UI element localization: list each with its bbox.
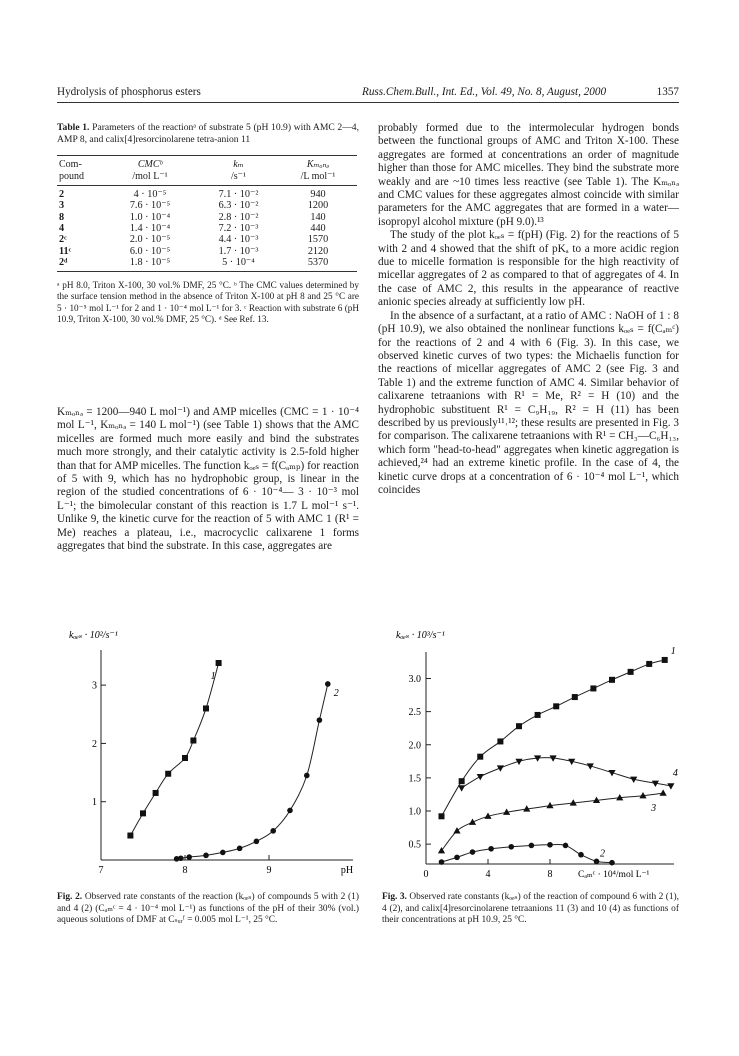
table-cell: 940 — [310, 189, 326, 201]
compound-cell: 4 — [59, 223, 65, 235]
y-tick-label: 1.0 — [408, 806, 421, 818]
table-header-text: /s⁻¹ — [231, 170, 246, 182]
header-rule — [57, 102, 679, 103]
table-cell: 1570 — [307, 234, 329, 246]
page-number: 1357 — [656, 86, 679, 98]
data-point-circle — [186, 854, 192, 860]
table-row — [57, 223, 357, 234]
table-block — [57, 122, 359, 325]
data-point-circle — [547, 842, 553, 848]
left-paragraph: Kₘₒₙₔ = 1200—940 L mol⁻¹) and AMP micelles (CMC = 1 · 10⁻⁴ mol L⁻¹, Kₘₒₙₔ = 140 L mol⁻¹) (see Table 1) shows that the AMC micelles are formed much more easily and bind the substrates much more strongly, and their catalytic activity is 2.5-fold higher than that for AMP micelles. The function kₒₑₛ = f(Cₐₘₚ) for reaction of 5 with 9, which has no hydrophobic group, is linear in the region of the studied concentrations of 6 · 10⁻⁴— 3 · 10⁻³ mol L⁻¹; the bimolecular constant of this reaction is 1.7 L mol⁻¹ s⁻¹. Unlike 9, the kinetic curve for the reaction of 5 with AMC 1 (R¹ = Me) reaches a plateau, i.e., macrocyclic calixarene 1 forms aggregates that bind the substrate. In this case, aggregates are — [57, 406, 359, 553]
data-point-square — [609, 677, 615, 683]
fig3-caption-text: Observed rate constants (kₒₑₛ) of the reaction of compound 6 with 2 (1), 4 (2), and calix[4]resorcinolarene tetraanions 11 (3) and 10 (4) as functions of their concentrations at pH 10.9, 25 °C. — [382, 892, 680, 925]
data-point-square — [553, 703, 559, 709]
data-point-circle — [304, 773, 310, 779]
table-header-cell — [198, 156, 279, 186]
x-tick-label: 0 — [423, 869, 429, 880]
table-header-text: Kₘₒₙₔ — [306, 159, 330, 171]
compound-cell: 11ᶜ — [59, 245, 72, 257]
table-cell: 1200 — [307, 200, 329, 212]
series-label: 2 — [333, 687, 339, 699]
header-journal: Russ.Chem.Bull., Int. Ed., Vol. 49, No. 8, August, 2000 — [362, 86, 607, 98]
data-point-circle — [470, 849, 476, 855]
x-tick-label: 8 — [182, 865, 188, 876]
data-point-circle — [254, 839, 260, 845]
data-point-square — [127, 833, 133, 839]
figure-2-chart — [57, 628, 367, 888]
data-point-circle — [578, 852, 584, 858]
x-tick-label: 4 — [485, 869, 491, 880]
fig3-ylabel: kₒₑₛ · 10³/s⁻¹ — [396, 630, 445, 641]
y-tick-label: 1.5 — [408, 773, 421, 785]
table-cell: 4 · 10⁻⁵ — [133, 189, 167, 201]
table-header-row — [57, 156, 357, 186]
series-label: 1 — [210, 670, 216, 682]
data-point-square — [497, 738, 503, 744]
table-caption — [57, 122, 359, 145]
table-row — [57, 257, 357, 272]
series-line-4 — [462, 758, 671, 788]
table-row — [57, 200, 357, 211]
series-line-2 — [177, 684, 328, 859]
table-cell: 6.0 · 10⁻⁵ — [129, 245, 171, 257]
table-caption-text: Parameters of the reactionᵃ of substrate 5 (pH 10.9) with AMC 2—4, AMP 8, and calix[4]resorcinolarene tetra-anion 11 — [57, 122, 360, 145]
data-point-circle — [563, 843, 569, 849]
x-tick-label: 8 — [547, 869, 553, 880]
table-cell: 440 — [310, 223, 326, 235]
data-point-circle — [508, 844, 514, 850]
y-tick-label: 3 — [92, 680, 97, 692]
data-point-circle — [203, 853, 209, 859]
data-point-circle — [317, 717, 323, 723]
table-cell: 1.8 · 10⁻⁵ — [102, 257, 198, 272]
series-line-3 — [442, 793, 664, 851]
table-cell: 2.0 · 10⁻⁵ — [129, 234, 171, 246]
data-point-square — [572, 694, 578, 700]
series-label: 4 — [672, 767, 678, 779]
table-cell: 7.1 · 10⁻² — [218, 189, 259, 201]
data-point-triangle-up — [469, 818, 476, 824]
table-cell: 1.4 · 10⁻⁴ — [129, 223, 171, 235]
data-point-square — [535, 712, 541, 718]
table-header-text: pound — [59, 170, 84, 182]
table-cell: 1.0 · 10⁻⁴ — [129, 211, 171, 223]
data-point-circle — [439, 859, 445, 865]
figure-2-caption — [57, 892, 359, 927]
parameters-table — [57, 155, 357, 272]
right-paragraph-1: probably formed due to the intermolecular hydrogen bonds between the functional groups of AMC and Triton X-100. These aggregates are formed at concentrations an order of magnitude higher than those for AMC micelles. They bind the substrate more weakly and are ~10 times less reactive (see Table 1). The Kₘₒₙₔ and CMC values for these aggregates almost coincide with similar parameters for the AMC aggregates that are formed in a water—isopropyl alcohol mixture (pH 9.0).¹³ — [378, 122, 679, 228]
running-header — [57, 86, 679, 106]
left-body-text — [57, 406, 359, 553]
data-point-circle — [178, 855, 184, 861]
data-point-circle — [454, 855, 460, 861]
table-cell: 4.4 · 10⁻³ — [218, 234, 259, 246]
data-point-circle — [529, 843, 535, 849]
table-cell: 7.6 · 10⁻⁵ — [129, 200, 171, 212]
data-point-square — [646, 661, 652, 667]
table-header-text: CMCᵇ — [137, 159, 163, 171]
series-line-1 — [442, 660, 665, 816]
figure-3-caption — [382, 892, 679, 927]
table-header-cell — [102, 156, 198, 186]
fig3-caption-label: Fig. 3. — [382, 892, 407, 902]
table-body — [57, 186, 357, 272]
data-point-circle — [270, 828, 276, 834]
data-point-circle — [237, 846, 243, 852]
data-point-square — [439, 813, 445, 819]
fig2-caption-label: Fig. 2. — [57, 892, 83, 902]
data-point-square — [477, 754, 483, 760]
fig2-caption-text: Observed rate constants of the reaction (kₒₑₛ) of compounds 5 with 2 (1) and 4 (2) (Cₐₘᶜ = 4 · 10⁻⁴ mol L⁻¹) as functions of the pH of their 30% (vol.) aqueous solutions of DMF at Cₛᵤᵣᶠ = 0.005 mol L⁻¹, 25 °C. — [57, 892, 359, 925]
table-row — [57, 212, 357, 223]
series-line-2 — [442, 844, 613, 862]
data-point-circle — [220, 850, 226, 856]
data-point-circle — [325, 681, 331, 687]
data-point-square — [516, 723, 522, 729]
data-point-triangle-down — [477, 774, 484, 780]
data-point-circle — [609, 860, 615, 866]
table-cell: 5370 — [279, 257, 357, 272]
y-tick-label: 0.5 — [408, 839, 421, 851]
table-footnote: ᵃ pH 8.0, Triton X-100, 30 vol.% DMF, 25 °C. ᵇ The CMC values determined by the surface tension method in the absence of Triton X-100 at pH 8 and 25 °C are 5 · 10⁻⁵ mol L⁻¹ for 2 and 1 · 10⁻⁴ mol L⁻¹ for 3. ᶜ Reaction with substrate 6 (pH 10.9, Triton X-100, 30 vol.% DMF, 25 °C). ᵈ See Ref. 13. — [57, 280, 359, 324]
data-point-square — [203, 705, 209, 711]
compound-cell: 2 — [59, 189, 65, 201]
data-point-square — [216, 660, 222, 666]
data-point-square — [590, 685, 596, 691]
table-cell: 6.3 · 10⁻² — [218, 200, 259, 212]
y-tick-label: 2 — [92, 738, 97, 750]
table-cell: 2120 — [307, 245, 329, 257]
header-title: Hydrolysis of phosphorus esters — [57, 86, 201, 98]
fig2-ylabel: kₒₑₛ · 10²/s⁻¹ — [69, 630, 118, 641]
table-row — [57, 234, 357, 245]
data-point-square — [182, 755, 188, 761]
x-axis-label: pH — [340, 865, 354, 876]
data-point-square — [662, 657, 668, 663]
table-header-cell — [279, 156, 357, 186]
y-tick-label: 2.5 — [408, 707, 421, 719]
table-row — [57, 186, 357, 201]
compound-cell: 2ᵈ — [57, 257, 102, 272]
figure-3-chart — [382, 628, 682, 888]
y-tick-label: 1 — [92, 797, 97, 809]
table-header-cell — [57, 156, 102, 186]
data-point-circle — [287, 808, 293, 814]
compound-cell: 3 — [59, 200, 65, 212]
data-point-triangle-down — [458, 785, 465, 791]
right-paragraph-3: In the absence of a surfactant, at a ratio of AMC : NaOH of 1 : 8 (pH 10.9), we also obtained the nonlinear functions kₒₑₛ = f(Cₐₘᶜ) for the reactions of 2 and 4 with 6 (Fig. 3). In this case, we observed kinetic curves of two types: the Michaelis function for the reactions of micellar aggregates of AMC 2 (see Fig. 3 and Table 1) and the extreme function of AMC 4. Similar behavior of calixarene tetraanions with R¹ = Me, R² = H (10) and the hydrophobic substituent R¹ = C₉H₁₉, R² = H (11) has been described by us previously¹¹˒¹²; these results are presented in Fig. 3 for comparison. The calixarene tetraanions with R¹ = CH₃—C₆H₁₃, which form "head-to-head" aggregates when kinetic aggregation is achieved,²⁴ had an extreme kinetic profile. In the case of 4, the kinetic curve drops at a concentration of 6 · 10⁻⁴ mol L⁻¹, which coincides — [378, 309, 679, 496]
data-point-square — [140, 810, 146, 816]
x-tick-label: 9 — [266, 865, 272, 876]
data-point-triangle-up — [453, 827, 460, 833]
x-tick-label: 7 — [98, 865, 104, 876]
table-cell: 7.2 · 10⁻³ — [218, 223, 259, 235]
table-cell: 2.8 · 10⁻² — [218, 211, 259, 223]
table-header-text: /L mol⁻¹ — [300, 170, 336, 182]
data-point-circle — [488, 846, 494, 852]
compound-cell: 2ᶜ — [59, 234, 67, 246]
series-label: 3 — [651, 803, 657, 815]
right-paragraph-2: The study of the plot kₒₑₛ = f(pH) (Fig. 2) for the reactions of 5 with 2 and 4 showed that the shift of pKₐ to a more acidic region due to micelle formation is responsible for the high reactivity of micellar aggregates of 2 as compared to that of aggregates of 4. In the case of AMC 2, this results in the appearance of reactive anionic species already at sufficiently low pH. — [378, 229, 679, 309]
table-cell: 1.7 · 10⁻³ — [218, 245, 259, 257]
data-point-square — [628, 669, 634, 675]
table-header-text: Com- — [59, 159, 82, 171]
series-line-1 — [130, 663, 218, 836]
data-point-square — [459, 778, 465, 784]
table-cell: 140 — [310, 211, 326, 223]
data-point-triangle-up — [660, 789, 667, 795]
table-row — [57, 246, 357, 257]
fig3-xlabel: Cₐₘᶜ · 10⁴/mol L⁻¹ — [578, 870, 650, 880]
table-caption-label: Table 1. — [57, 122, 90, 133]
table-cell: 5 · 10⁻⁴ — [198, 257, 279, 272]
series-label: 1 — [670, 645, 676, 657]
series-label: 2 — [600, 848, 605, 860]
compound-cell: 8 — [59, 211, 65, 223]
table-header-text: kₘ — [233, 159, 244, 171]
data-point-square — [165, 771, 171, 777]
data-point-square — [153, 790, 159, 796]
y-tick-label: 2.0 — [408, 740, 421, 752]
y-tick-label: 3.0 — [408, 674, 421, 685]
data-point-square — [190, 738, 196, 744]
table-header-text: /mol L⁻¹ — [132, 170, 168, 182]
right-body-text — [378, 122, 679, 497]
data-point-circle — [594, 859, 600, 865]
data-point-triangle-down — [667, 783, 674, 789]
